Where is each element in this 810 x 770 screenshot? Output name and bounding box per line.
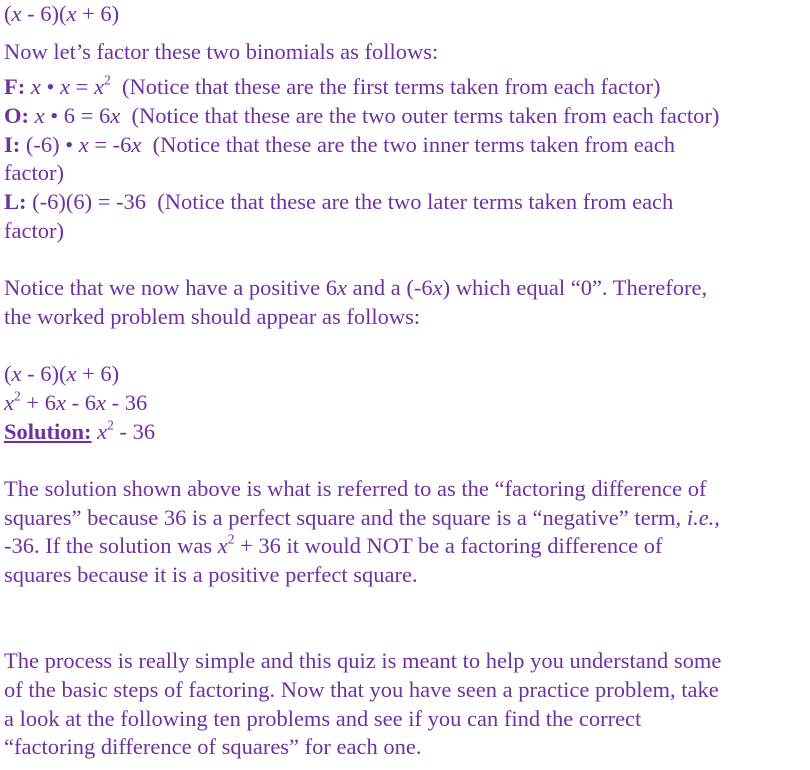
explanation-line-4: squares because it is a positive perfect square.	[4, 562, 418, 588]
expr-part: + 6)	[76, 1, 120, 26]
expr-part: - 6)(	[21, 1, 67, 26]
explanation-line-3: -36. If the solution was $x^2 + 36$ it would NOT be a factoring difference of	[4, 531, 663, 559]
foil-first	[4, 73, 810, 102]
worked-expanded: $x^2 + 6x - 6x - 36$	[4, 388, 148, 415]
worked-solution: Solution: $x^2 - 36$	[4, 417, 156, 444]
variable-x: x	[66, 1, 77, 26]
solution-label: Solution:	[4, 418, 92, 444]
foil-inner-cont: factor)	[4, 160, 64, 186]
foil-note: (Notice that these are the two later terms taken from each	[157, 189, 674, 215]
foil-expr: (-6)(6) = -36	[32, 189, 147, 215]
intro-text: Now let’s factor these two binomials as follows:	[4, 38, 439, 64]
problem-expression	[4, 0, 810, 29]
foil-label: O:	[4, 103, 29, 129]
closing-line-2: of the basic steps of factoring. Now that you have seen a practice problem, take	[4, 676, 719, 702]
foil-last-cont: factor)	[4, 217, 64, 243]
explanation-line-1: The solution shown above is what is referred to as the “factoring difference of	[4, 476, 707, 501]
worked-factored: (x - 6)(x + 6)	[4, 361, 120, 387]
foil-label: L:	[4, 189, 27, 215]
expr-part: (	[4, 1, 12, 26]
foil-note: (Notice that these are the first terms taken from each factor)	[121, 74, 661, 100]
foil-note: (Notice that these are the two outer terms taken from each factor)	[131, 103, 720, 129]
closing-line-3: a look at the following ten problems and see if you can find the correct	[4, 705, 642, 731]
foil-inner	[4, 131, 810, 160]
foil-label: I:	[4, 131, 21, 157]
explanation-line-2: squares” because 36 is a perfect square and the square is a “negative” term, i.e.,	[4, 504, 720, 530]
foil-expr: x • 6 = 6x	[34, 103, 121, 129]
foil-label: F:	[4, 74, 26, 100]
closing-line-1: The process is really simple and this quiz is meant to help you understand some	[4, 648, 722, 674]
foil-expr: (-6) • x = -6x	[25, 131, 142, 157]
notice-line-2: the worked problem should appear as follows:	[4, 303, 421, 329]
foil-outer	[4, 102, 810, 131]
foil-expr: x • $x = x^2$	[30, 72, 111, 100]
closing-line-4: “factoring difference of squares” for each one.	[4, 734, 422, 760]
foil-note: (Notice that these are the two inner terms taken from each	[152, 131, 675, 157]
foil-last	[4, 188, 810, 217]
notice-line-1: Notice that we now have a positive 6x and a (-6x) which equal “0”. Therefore,	[4, 275, 708, 301]
variable-x: x	[11, 1, 22, 26]
